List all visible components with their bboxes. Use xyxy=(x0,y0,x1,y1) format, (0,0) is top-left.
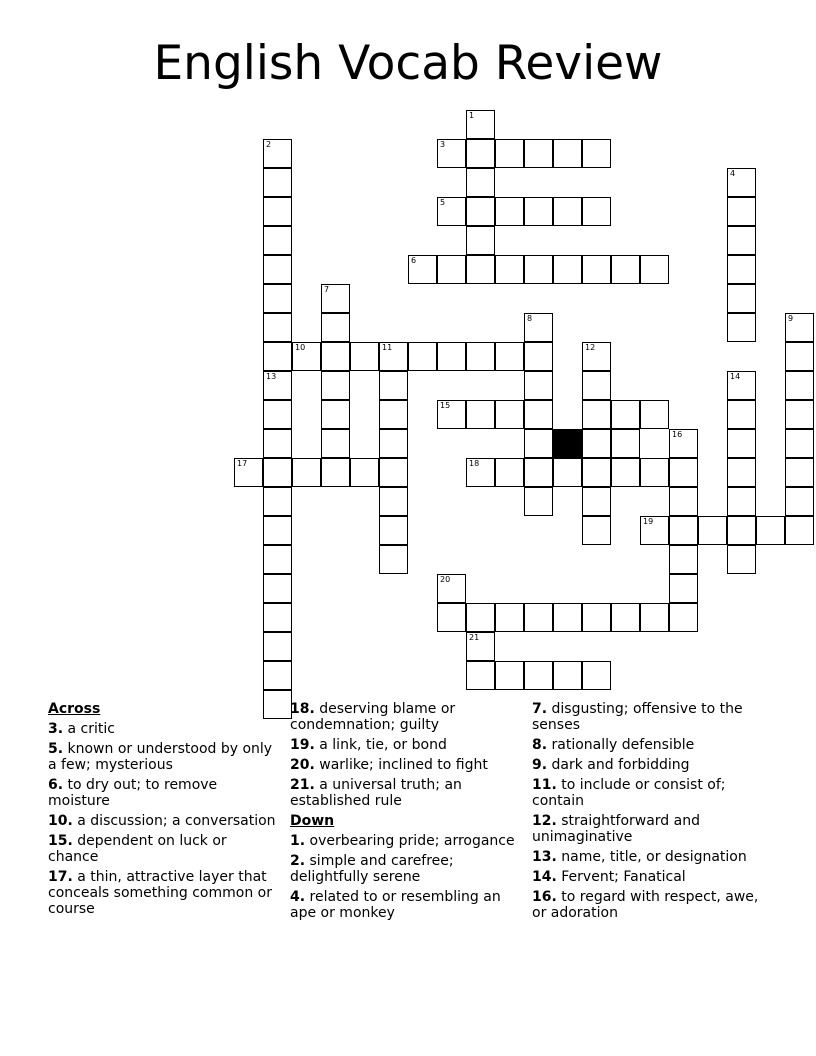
grid-cell[interactable] xyxy=(582,197,611,226)
clue-text: known or understood by only a few; mysterious xyxy=(48,741,273,773)
clue-text: a thin, attractive layer that conceals something common or course xyxy=(48,869,272,917)
grid-cell[interactable] xyxy=(785,516,814,545)
grid-cell[interactable] xyxy=(785,400,814,429)
grid-cell[interactable] xyxy=(495,661,524,690)
clue-number: 13. xyxy=(532,849,557,865)
grid-cell[interactable] xyxy=(437,197,466,226)
grid-cell[interactable] xyxy=(379,371,408,400)
grid-cell[interactable] xyxy=(263,545,292,574)
grid-cell[interactable] xyxy=(785,487,814,516)
clue-number-label: 12 xyxy=(585,343,596,352)
clue-number: 7. xyxy=(532,701,548,717)
grid-cell[interactable] xyxy=(437,400,466,429)
clue-text: a link, tie, or bond xyxy=(314,737,447,753)
grid-cell[interactable] xyxy=(727,429,756,458)
clue-item xyxy=(48,869,278,917)
grid-cell[interactable] xyxy=(263,313,292,342)
clue-number: 5. xyxy=(48,741,64,757)
grid-cell[interactable] xyxy=(582,400,611,429)
grid-cell[interactable] xyxy=(263,197,292,226)
grid-cell[interactable] xyxy=(495,342,524,371)
down-clue-list xyxy=(290,833,520,921)
grid-cell[interactable] xyxy=(466,661,495,690)
grid-cell[interactable] xyxy=(640,603,669,632)
grid-cell[interactable] xyxy=(611,255,640,284)
clue-number-label: 3 xyxy=(440,140,446,149)
clue-item xyxy=(290,889,520,921)
grid-cell[interactable] xyxy=(611,400,640,429)
clue-number: 21. xyxy=(290,777,315,793)
clue-number-label: 13 xyxy=(266,372,277,381)
grid-cell[interactable] xyxy=(379,342,408,371)
grid-cell[interactable] xyxy=(379,516,408,545)
grid-cell[interactable] xyxy=(785,342,814,371)
grid-cell[interactable] xyxy=(785,429,814,458)
grid-cell[interactable] xyxy=(698,516,727,545)
grid-cell[interactable] xyxy=(437,139,466,168)
down-header: Down xyxy=(290,813,335,829)
grid-cell[interactable] xyxy=(234,458,263,487)
grid-cell[interactable] xyxy=(263,458,292,487)
grid-cell[interactable] xyxy=(524,603,553,632)
grid-cell[interactable] xyxy=(756,516,785,545)
grid-cell[interactable] xyxy=(379,400,408,429)
grid-cell[interactable] xyxy=(466,168,495,197)
grid-cell[interactable] xyxy=(640,400,669,429)
grid-cell[interactable] xyxy=(582,487,611,516)
clue-number-label: 8 xyxy=(527,314,533,323)
grid-cell[interactable] xyxy=(582,371,611,400)
grid-cell[interactable] xyxy=(727,400,756,429)
grid-cell[interactable] xyxy=(495,603,524,632)
grid-cell[interactable] xyxy=(785,313,814,342)
grid-cell[interactable] xyxy=(466,226,495,255)
grid-cell[interactable] xyxy=(263,429,292,458)
grid-cell[interactable] xyxy=(669,545,698,574)
grid-cell[interactable] xyxy=(524,487,553,516)
clue-item xyxy=(532,701,762,733)
grid-cell[interactable] xyxy=(524,661,553,690)
grid-cell[interactable] xyxy=(669,574,698,603)
grid-cell[interactable] xyxy=(466,400,495,429)
grid-cell[interactable] xyxy=(727,226,756,255)
grid-cell[interactable] xyxy=(350,458,379,487)
grid-cell[interactable] xyxy=(350,342,379,371)
grid-cell[interactable] xyxy=(263,516,292,545)
grid-cell[interactable] xyxy=(292,342,321,371)
clue-number-label: 14 xyxy=(730,372,741,381)
clues-column-3 xyxy=(532,701,762,925)
clue-item xyxy=(532,737,762,753)
grid-cell[interactable] xyxy=(321,342,350,371)
grid-cell[interactable] xyxy=(582,603,611,632)
clue-number-label: 4 xyxy=(730,169,736,178)
clue-item xyxy=(48,813,278,829)
grid-cell[interactable] xyxy=(727,197,756,226)
grid-cell[interactable] xyxy=(495,139,524,168)
clue-number: 9. xyxy=(532,757,548,773)
grid-cell[interactable] xyxy=(379,458,408,487)
clue-number-label: 16 xyxy=(672,430,683,439)
grid-cell[interactable] xyxy=(495,400,524,429)
clue-item xyxy=(290,833,520,849)
grid-cell[interactable] xyxy=(495,458,524,487)
clue-item xyxy=(290,701,520,733)
grid-cell[interactable] xyxy=(727,458,756,487)
grid-cell[interactable] xyxy=(466,458,495,487)
clue-item xyxy=(532,869,762,885)
grid-cell[interactable] xyxy=(263,487,292,516)
grid-cell[interactable] xyxy=(611,603,640,632)
grid-cell[interactable] xyxy=(553,603,582,632)
clue-text: a discussion; a conversation xyxy=(72,813,276,829)
grid-cell[interactable] xyxy=(466,603,495,632)
clue-number-label: 21 xyxy=(469,633,480,642)
grid-cell[interactable] xyxy=(495,255,524,284)
grid-cell[interactable] xyxy=(321,371,350,400)
grid-cell[interactable] xyxy=(553,197,582,226)
clue-number: 8. xyxy=(532,737,548,753)
clue-item xyxy=(290,757,520,773)
clue-text: Fervent; Fanatical xyxy=(556,869,686,885)
grid-cell[interactable] xyxy=(524,197,553,226)
clue-item xyxy=(290,737,520,753)
grid-cell[interactable] xyxy=(263,168,292,197)
clue-number-label: 11 xyxy=(382,343,393,352)
grid-cell[interactable] xyxy=(263,371,292,400)
grid-cell[interactable] xyxy=(524,371,553,400)
clue-number: 16. xyxy=(532,889,557,905)
clue-number-label: 15 xyxy=(440,401,451,410)
grid-cell[interactable] xyxy=(582,516,611,545)
grid-cell[interactable] xyxy=(437,603,466,632)
clue-number: 10. xyxy=(48,813,73,829)
grid-cell[interactable] xyxy=(727,255,756,284)
clues-column-2 xyxy=(290,701,520,925)
grid-cell[interactable] xyxy=(263,284,292,313)
grid-cell[interactable] xyxy=(727,284,756,313)
clue-item xyxy=(48,741,278,773)
grid-cell[interactable] xyxy=(379,487,408,516)
grid-cell[interactable] xyxy=(263,255,292,284)
grid-cell[interactable] xyxy=(727,313,756,342)
clue-number: 17. xyxy=(48,869,73,885)
clue-number: 4. xyxy=(290,889,306,905)
clue-number-label: 1 xyxy=(469,111,475,120)
grid-cell[interactable] xyxy=(582,342,611,371)
grid-cell[interactable] xyxy=(524,458,553,487)
clue-text: name, title, or designation xyxy=(556,849,747,865)
grid-cell[interactable] xyxy=(263,603,292,632)
page-title: English Vocab Review xyxy=(153,36,663,91)
grid-cell[interactable] xyxy=(524,313,553,342)
clue-item xyxy=(532,757,762,773)
grid-cell[interactable] xyxy=(553,255,582,284)
grid-cell[interactable] xyxy=(582,139,611,168)
clue-text: related to or resembling an ape or monkey xyxy=(290,889,501,921)
grid-cell[interactable] xyxy=(379,429,408,458)
clue-number: 19. xyxy=(290,737,315,753)
grid-cell[interactable] xyxy=(321,400,350,429)
grid-cell[interactable] xyxy=(524,429,553,458)
clue-number: 6. xyxy=(48,777,64,793)
grid-cell[interactable] xyxy=(524,139,553,168)
grid-cell[interactable] xyxy=(292,458,321,487)
grid-cell[interactable] xyxy=(727,487,756,516)
grid-cell[interactable] xyxy=(466,342,495,371)
grid-cell[interactable] xyxy=(727,168,756,197)
clue-number: 15. xyxy=(48,833,73,849)
clue-text: deserving blame or condemnation; guilty xyxy=(290,701,456,733)
clue-text: simple and carefree; delightfully serene xyxy=(290,853,454,885)
grid-cell[interactable] xyxy=(263,632,292,661)
grid-cell[interactable] xyxy=(785,371,814,400)
grid-cell[interactable] xyxy=(437,255,466,284)
clue-number-label: 6 xyxy=(411,256,417,265)
clue-number-label: 17 xyxy=(237,459,248,468)
clue-item xyxy=(48,833,278,865)
clue-number-label: 2 xyxy=(266,140,272,149)
clue-text: overbearing pride; arrogance xyxy=(305,833,515,849)
grid-cell[interactable] xyxy=(582,429,611,458)
grid-cell[interactable] xyxy=(321,429,350,458)
clue-number-label: 10 xyxy=(295,343,306,352)
clue-number: 3. xyxy=(48,721,64,737)
grid-cell[interactable] xyxy=(466,255,495,284)
clue-text: straightforward and unimaginative xyxy=(532,813,700,845)
clue-item xyxy=(290,777,520,809)
clue-number: 18. xyxy=(290,701,315,717)
clue-item xyxy=(532,777,762,809)
clue-text: dark and forbidding xyxy=(547,757,690,773)
clue-number-label: 9 xyxy=(788,314,794,323)
clue-number: 11. xyxy=(532,777,557,793)
grid-cell[interactable] xyxy=(785,458,814,487)
grid-cell[interactable] xyxy=(611,429,640,458)
clue-text: to regard with respect, awe, or adoration xyxy=(532,889,759,921)
clue-item xyxy=(532,889,762,921)
clue-number: 1. xyxy=(290,833,306,849)
grid-cell[interactable] xyxy=(263,342,292,371)
grid-cell[interactable] xyxy=(524,400,553,429)
clue-number: 12. xyxy=(532,813,557,829)
grid-cell[interactable] xyxy=(640,458,669,487)
clue-number-label: 7 xyxy=(324,285,330,294)
clue-text: warlike; inclined to fight xyxy=(314,757,488,773)
clue-number: 20. xyxy=(290,757,315,773)
clue-number: 14. xyxy=(532,869,557,885)
grid-cell[interactable] xyxy=(727,545,756,574)
grid-cell[interactable] xyxy=(611,458,640,487)
grid-cell[interactable] xyxy=(321,284,350,313)
grid-cell[interactable] xyxy=(263,661,292,690)
grid-cell[interactable] xyxy=(669,603,698,632)
grid-cell[interactable] xyxy=(669,458,698,487)
grid-cell[interactable] xyxy=(640,516,669,545)
down-clue-list-continued xyxy=(532,701,762,921)
across-header: Across xyxy=(48,701,101,717)
grid-cell[interactable] xyxy=(727,516,756,545)
grid-cell[interactable] xyxy=(408,255,437,284)
clue-text: rationally defensible xyxy=(547,737,695,753)
clue-text: a critic xyxy=(63,721,115,737)
clue-text: disgusting; offensive to the senses xyxy=(532,701,743,733)
grid-cell[interactable] xyxy=(524,342,553,371)
clue-text: dependent on luck or chance xyxy=(48,833,227,865)
grid-cell[interactable] xyxy=(669,487,698,516)
grid-cell[interactable] xyxy=(466,632,495,661)
grid-cell[interactable] xyxy=(640,255,669,284)
clue-number: 2. xyxy=(290,853,306,869)
grid-cell[interactable] xyxy=(582,458,611,487)
clue-item xyxy=(532,849,762,865)
grid-cell[interactable] xyxy=(553,458,582,487)
grid-cell[interactable] xyxy=(321,458,350,487)
grid-cell[interactable] xyxy=(553,661,582,690)
clue-number-label: 18 xyxy=(469,459,480,468)
grid-cell[interactable] xyxy=(379,545,408,574)
grid-cell[interactable] xyxy=(495,197,524,226)
grid-cell[interactable] xyxy=(263,139,292,168)
grid-cell[interactable] xyxy=(466,110,495,139)
grid-cell[interactable] xyxy=(263,226,292,255)
clue-item xyxy=(290,853,520,885)
grid-cell[interactable] xyxy=(263,574,292,603)
grid-cell[interactable] xyxy=(437,574,466,603)
clue-number-label: 19 xyxy=(643,517,654,526)
grid-cell[interactable] xyxy=(408,342,437,371)
grid-cell[interactable] xyxy=(669,429,698,458)
grid-cell[interactable] xyxy=(582,661,611,690)
grid-cell[interactable] xyxy=(466,197,495,226)
grid-cell[interactable] xyxy=(263,400,292,429)
clues-column-1 xyxy=(48,701,278,921)
grid-cell[interactable] xyxy=(437,342,466,371)
grid-cell[interactable] xyxy=(727,371,756,400)
grid-cell[interactable] xyxy=(669,516,698,545)
clue-text: to dry out; to remove moisture xyxy=(48,777,218,809)
grid-cell[interactable] xyxy=(582,255,611,284)
grid-cell[interactable] xyxy=(524,255,553,284)
black-square xyxy=(553,429,582,458)
grid-cell[interactable] xyxy=(321,313,350,342)
clue-item xyxy=(532,813,762,845)
grid-cell[interactable] xyxy=(466,139,495,168)
clue-text: a universal truth; an established rule xyxy=(290,777,462,809)
across-clue-list-continued xyxy=(290,701,520,809)
grid-cell[interactable] xyxy=(553,139,582,168)
clue-item xyxy=(48,721,278,737)
across-clue-list xyxy=(48,721,278,917)
clue-text: to include or consist of; contain xyxy=(532,777,726,809)
clue-number-label: 5 xyxy=(440,198,446,207)
clue-item xyxy=(48,777,278,809)
clue-number-label: 20 xyxy=(440,575,451,584)
